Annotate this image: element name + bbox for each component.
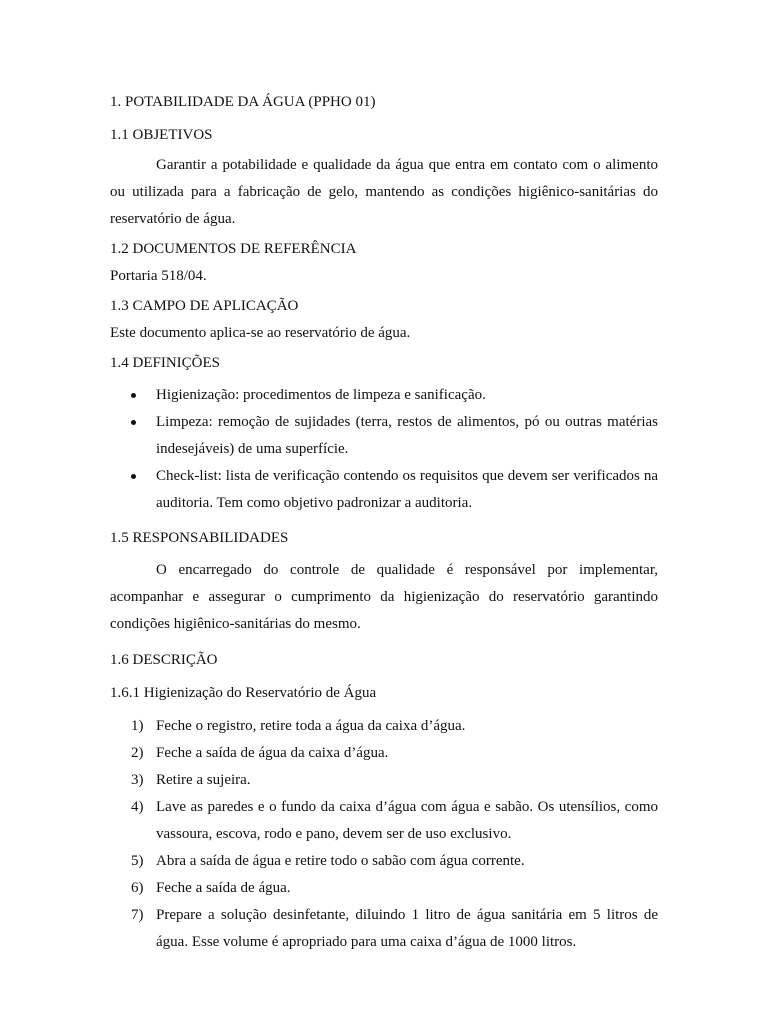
bullet-icon (131, 393, 136, 398)
list-item: 7) Prepare a solução desinfetante, diluindo 1 litro de água sanitária em 5 litros de água. Esse volume é apropriado para uma caixa d’água de 1000 litros. (131, 907, 658, 950)
heading-objetivos: 1.1 OBJETIVOS (110, 127, 213, 143)
subheading-higienizacao: 1.6.1 Higienização do Reservatório de Água (110, 685, 377, 701)
list-item: Check-list: lista de verificação contendo os requisitos que devem ser verificados na auditoria. Tem como objetivo padronizar a auditoria. (110, 463, 658, 517)
list-item: Limpeza: remoção de sujidades (terra, restos de alimentos, pó ou outras matérias indesejáveis) de uma superfície. (110, 409, 658, 463)
bullet-icon (131, 474, 136, 479)
heading-descricao: 1.6 DESCRIÇÃO (110, 652, 218, 668)
list-item: 3) Retire a sujeira. (131, 772, 251, 788)
heading-responsabilidades: 1.5 RESPONSABILIDADES (110, 530, 289, 546)
heading-definicoes: 1.4 DEFINIÇÕES (110, 355, 221, 371)
list-item: 2) Feche a saída de água da caixa d’água. (131, 745, 389, 761)
responsabilidades-text: O encarregado do controle de qualidade é responsável por implementar, acompanhar e assegurar o cumprimento da higienização do reservatório garantindo condições higiênico-sanitárias do mesmo. (110, 562, 658, 632)
list-item: 1) Feche o registro, retire toda a água da caixa d’água. (131, 718, 466, 734)
campo-text: Este documento aplica-se ao reservatório de água. (110, 325, 411, 341)
list-item: 4) Lave as paredes e o fundo da caixa d’água com água e sabão. Os utensílios, como vassoura, escova, rodo e pano, devem ser de uso exclusivo. (131, 799, 658, 842)
definicoes-list (110, 382, 658, 517)
objetivos-text: Garantir a potabilidade e qualidade da água que entra em contato com o alimento ou utilizada para a fabricação de gelo, mantendo as condições higiênico-sanitárias do reservatório de água. (110, 157, 658, 227)
heading-documentos: 1.2 DOCUMENTOS DE REFERÊNCIA (110, 241, 357, 257)
documentos-text: Portaria 518/04. (110, 268, 207, 284)
document-page (110, 92, 658, 956)
section-title: 1. POTABILIDADE DA ÁGUA (PPHO 01) (110, 94, 376, 110)
heading-campo: 1.3 CAMPO DE APLICAÇÃO (110, 298, 299, 314)
bullet-icon (131, 420, 136, 425)
list-item: 5) Abra a saída de água e retire todo o sabão com água corrente. (131, 853, 525, 869)
steps-list (110, 713, 658, 956)
list-item: 6) Feche a saída de água. (131, 880, 291, 896)
list-item: Higienização: procedimentos de limpeza e sanificação. (110, 382, 658, 409)
